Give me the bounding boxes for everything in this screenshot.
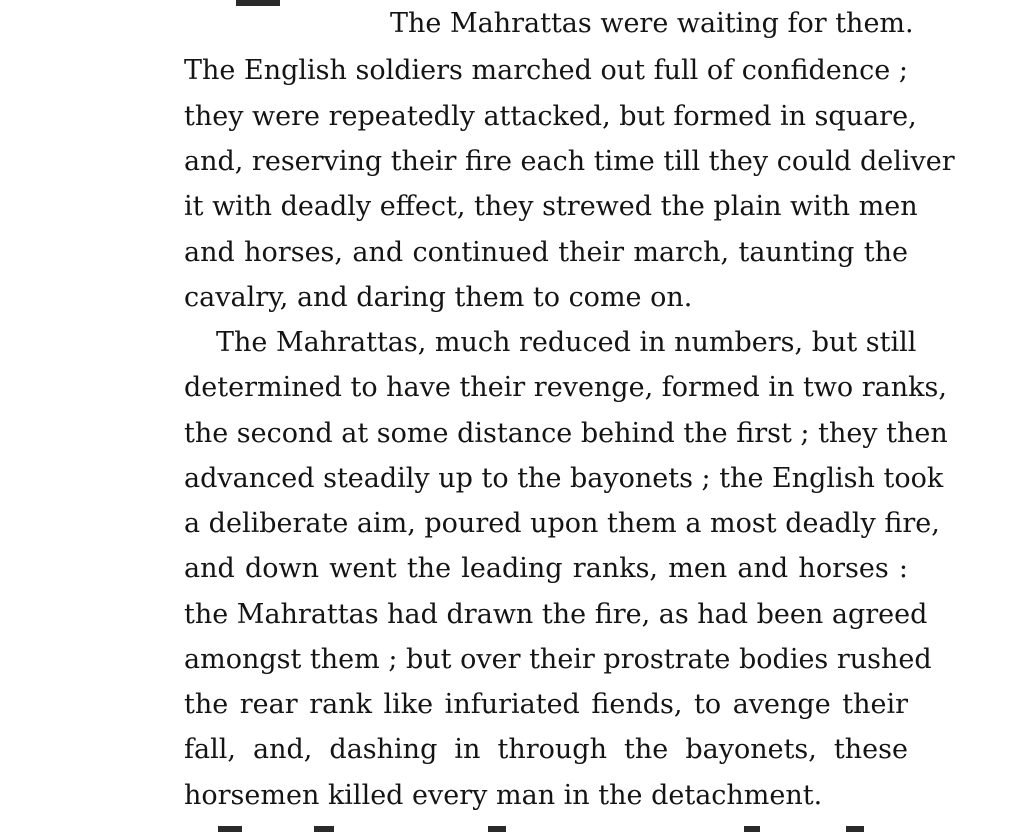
text-line: cavalry, and daring them to come on. <box>184 282 693 313</box>
text-line: and horses, and continued their march, taunting the <box>184 237 908 268</box>
cut-off-text-bottom <box>218 826 242 832</box>
text-line: the second at some distance behind the first ; they then <box>184 418 948 449</box>
text-line: it with deadly effect, they strewed the plain with men <box>184 191 918 222</box>
text-line: a deliberate aim, poured upon them a most deadly fire, <box>184 508 940 539</box>
text-line: and down went the leading ranks, men and horses : <box>184 553 908 584</box>
text-line: horsemen killed every man in the detachment. <box>184 780 823 811</box>
text-line: determined to have their revenge, formed in two ranks, <box>184 372 947 403</box>
cut-off-text-top <box>236 0 280 6</box>
text-line: advanced steadily up to the bayonets ; the English took <box>184 463 944 494</box>
text-line: they were repeatedly attacked, but formed in square, <box>184 101 917 132</box>
cut-off-text-bottom <box>846 826 864 832</box>
text-line: The Mahrattas were waiting for them. <box>390 8 914 39</box>
text-line: the rear rank like infuriated fiends, to avenge their <box>184 689 908 720</box>
cut-off-text-bottom <box>744 826 760 832</box>
text-line: The Mahrattas, much reduced in numbers, but still <box>216 327 917 358</box>
text-line: and, reserving their fire each time till they could deliver <box>184 146 955 177</box>
text-line: fall, and, dashing in through the bayonets, these <box>184 734 908 765</box>
text-line: the Mahrattas had drawn the fire, as had been agreed <box>184 599 928 630</box>
text-line: The English soldiers marched out full of confidence ; <box>184 55 908 86</box>
cut-off-text-bottom <box>314 826 334 832</box>
cut-off-text-bottom <box>488 826 506 832</box>
text-line: amongst them ; but over their prostrate bodies rushed <box>184 644 932 675</box>
